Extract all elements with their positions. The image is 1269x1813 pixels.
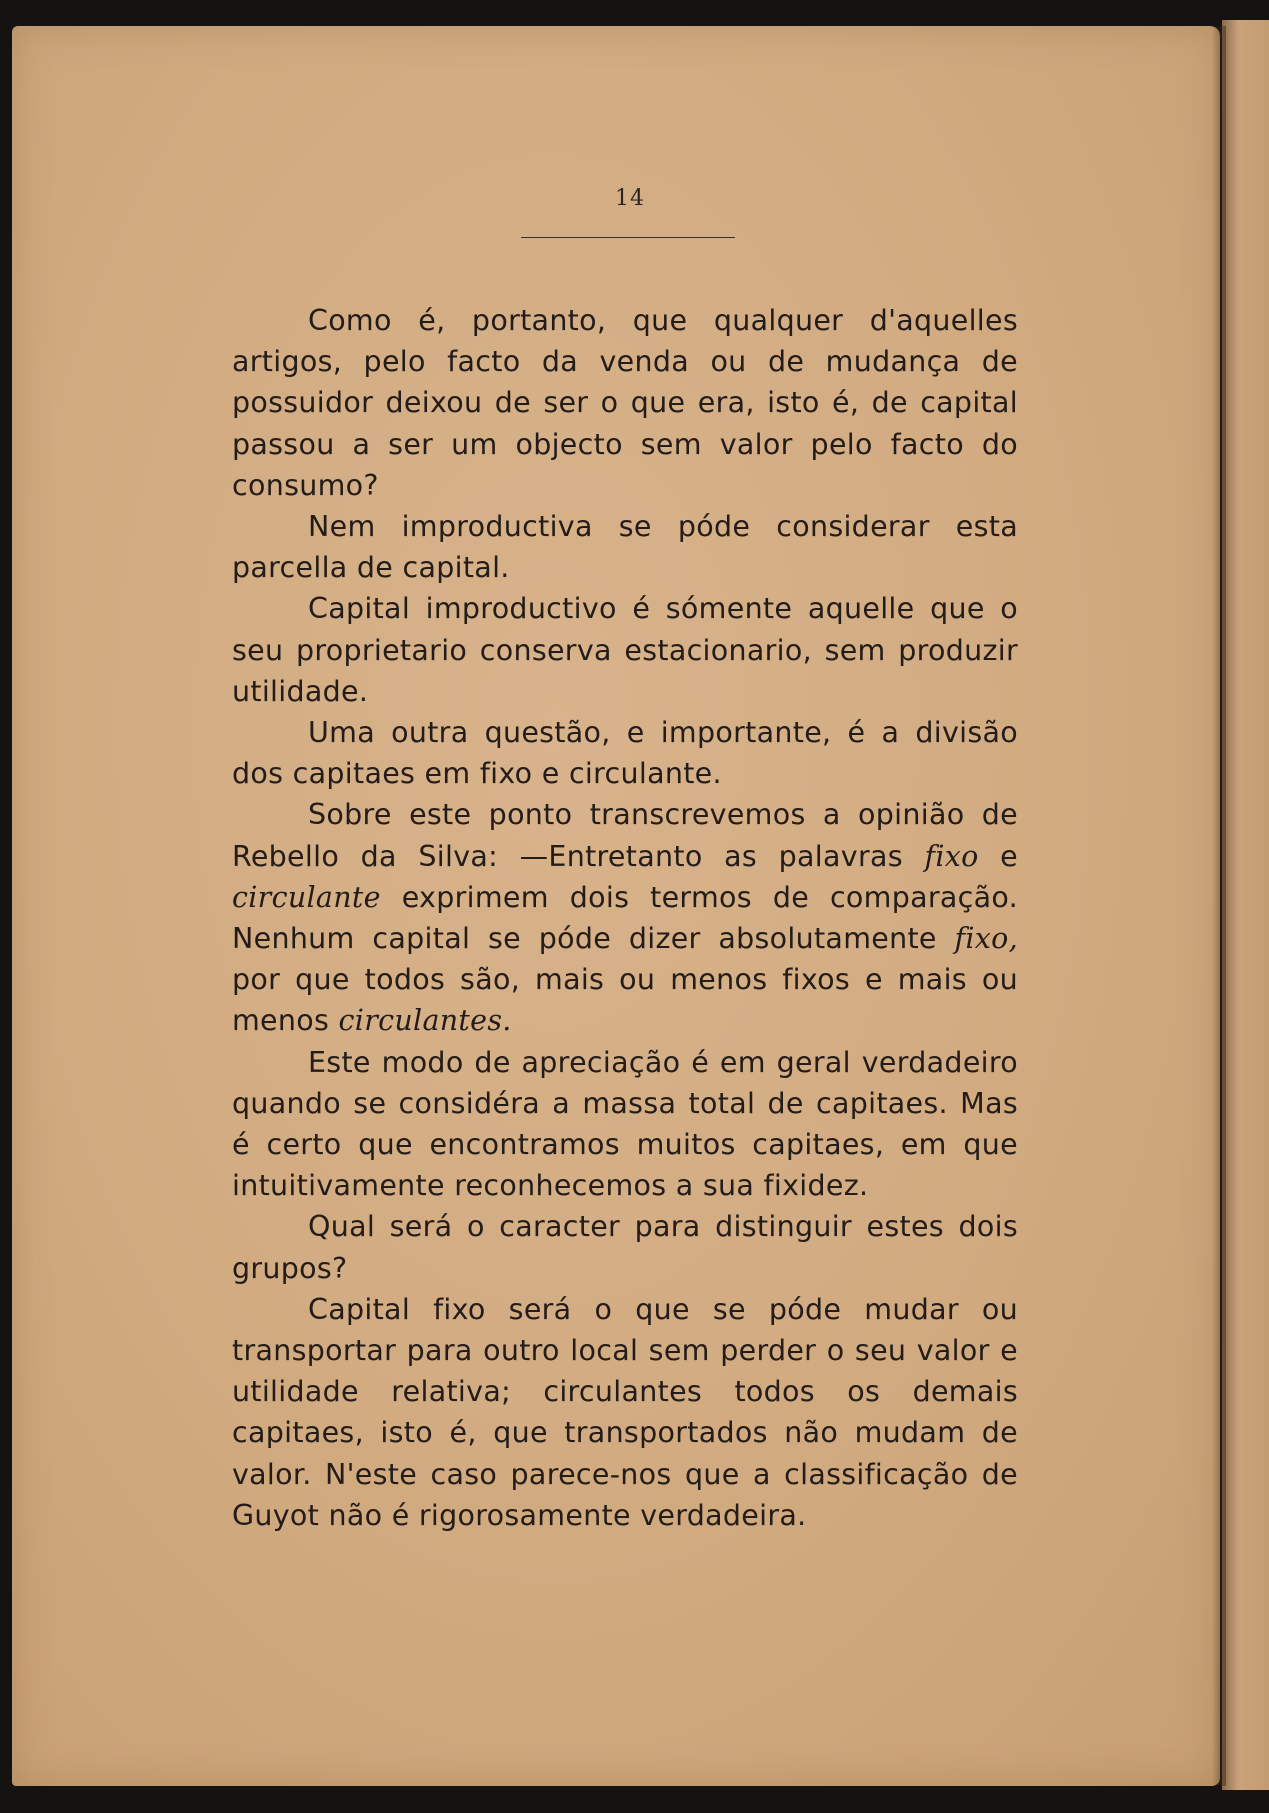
paragraph-5-part-4: por que todos são, mais ou menos fixos e mais ou menos [232,963,1018,1038]
paragraph-5-part-2: e [978,839,1018,873]
italic-term-circulante: circulante [232,880,381,914]
paragraph-2: Nem improductiva se póde considerar esta parcella de capital. [232,510,1018,585]
paragraph-5-part-3: exprimem dois termos de comparação. Nenhum capital se póde dizer absolutamente [232,880,1018,956]
paragraph-5-part-1: Sobre este ponto transcrevemos a opinião de Rebello da Silva: —Entretanto as palavras [232,798,1018,873]
body-text [232,300,1018,1536]
paragraph-8: Capital fixo será o que se póde mudar ou transportar para outro local sem perder o seu valor e utilidade relativa; circulantes todos os demais capitaes, isto é, que transportados não mudam de valor. N'este caso parece-nos que a classificação de Guyot não é rigorosamente verdadeira. [232,1292,1018,1532]
italic-term-fixo: fixo [924,839,979,873]
paragraph-3: Capital improductivo é sómente aquelle que o seu proprietario conserva estacionario, sem produzir utilidade. [232,592,1018,708]
paragraph-6: Este modo de apreciação é em geral verdadeiro quando se considéra a massa total de capitaes. Mas é certo que encontramos muitos capitaes, em que intuitivamente reconhecemos a sua fixidez. [232,1045,1018,1203]
italic-term-fixo-2: fixo, [954,922,1018,956]
paragraph-1: Como é, portanto, que qualquer d'aquelles artigos, pelo facto da venda ou de mudança de possuidor deixou de ser o que era, isto é, de capital passou a ser um objecto sem valor pelo facto do consumo? [232,304,1018,502]
paragraph-5 [232,794,1018,1041]
facing-page-edge [1222,20,1269,1790]
paragraph-7: Qual será o caracter para distinguir estes dois grupos? [232,1210,1018,1285]
page-number: 14 [615,186,645,211]
paragraph-4: Uma outra questão, e importante, é a divisão dos capitaes em fixo e circulante. [232,716,1018,791]
italic-term-circulantes: circulantes. [338,1004,512,1038]
header-rule [521,237,735,238]
spine-shadow [1212,26,1226,1786]
